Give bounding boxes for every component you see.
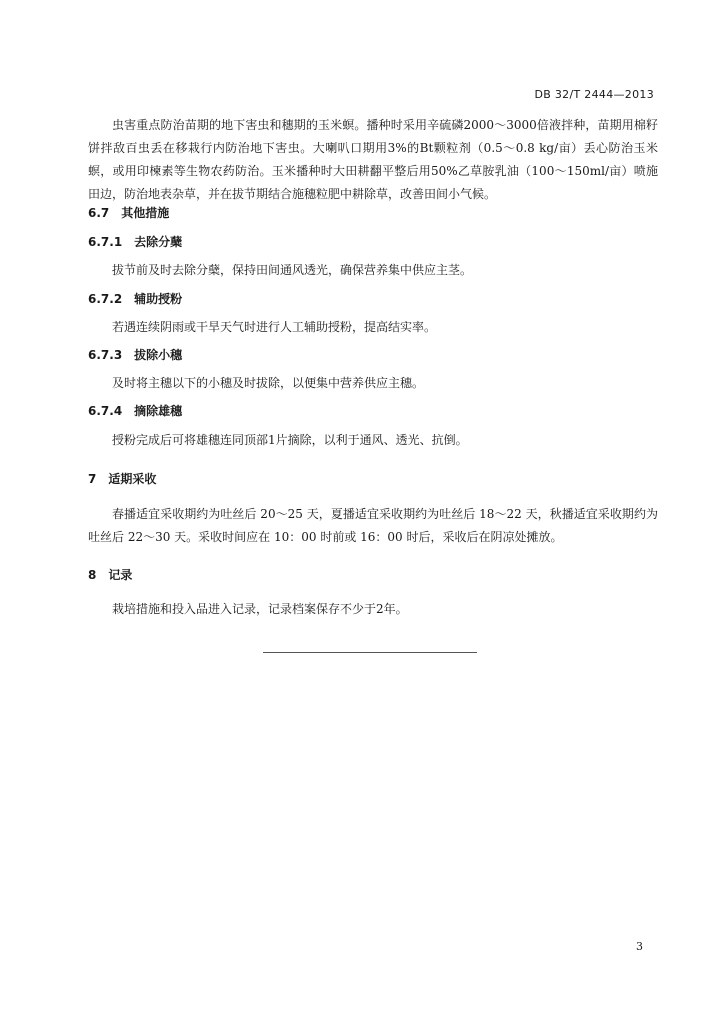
section-6-7-2-body: 若遇连续阴雨或干旱天气时进行人工辅助授粉，提高结实率。 — [112, 320, 437, 334]
section-number: 7 — [88, 472, 97, 486]
section-number: 6.7.2 — [88, 292, 123, 306]
section-6-7-4-body: 授粉完成后可将雄穗连同顶部1片摘除，以利于通风、透光、抗倒。 — [112, 433, 468, 447]
section-number: 6.7.1 — [88, 235, 123, 249]
pest-control-paragraph: 虫害重点防治苗期的地下害虫和穗期的玉米螟。播种时采用辛硫磷2000～3000倍液拌种，苗期用棉籽饼拌敌百虫丢在移栽行内防治地下害虫。大喇叭口期用3%的Bt颗粒剂（0.5～0.8 kg/亩）丢心防治玉米螟，或用印楝素等生物农药防治。玉米播种时大田耕翻平整后用50%乙草胺乳油（100～150ml/亩）喷施田边，防治地表杂草，并在拔节期结合施穗粒肥中耕除草，改善田间小气候。 — [88, 118, 658, 201]
document-id-header: DB 32/T 2444—2013 — [534, 88, 654, 101]
section-6-7-heading — [88, 204, 169, 222]
end-of-text-rule — [263, 652, 477, 653]
section-title: 去除分蘖 — [134, 235, 183, 249]
section-6-7-4-heading — [88, 402, 182, 420]
section-number: 8 — [88, 568, 97, 582]
section-8-heading — [88, 566, 132, 584]
section-number: 6.7.4 — [88, 404, 123, 418]
section-title: 适期采收 — [108, 472, 157, 486]
section-8-body: 栽培措施和投入品进入记录，记录档案保存不少于2年。 — [112, 602, 408, 616]
section-number: 6.7 — [88, 206, 110, 220]
section-6-7-1-body: 拔节前及时去除分蘖，保持田间通风透光，确保营养集中供应主茎。 — [112, 263, 473, 277]
section-title: 记录 — [108, 568, 133, 582]
section-title: 其他措施 — [121, 206, 170, 220]
section-6-7-1-heading — [88, 233, 182, 251]
section-title: 拔除小穗 — [134, 348, 183, 362]
page-number: 3 — [636, 940, 643, 953]
section-title: 摘除雄穗 — [134, 404, 183, 418]
section-6-7-2-heading — [88, 290, 182, 308]
section-7-body: 春播适宜采收期约为吐丝后 20～25 天，夏播适宜采收期约为吐丝后 18～22 天，秋播适宜采收期约为吐丝后 22～30 天。采收时间应在 10：00 时前或 16：00 时后，采收后在阴凉处摊放。 — [88, 507, 658, 544]
section-6-7-3-body: 及时将主穗以下的小穗及时拔除，以便集中营养供应主穗。 — [112, 376, 425, 390]
section-7-heading — [88, 470, 156, 488]
section-title: 辅助授粉 — [134, 292, 183, 306]
section-number: 6.7.3 — [88, 348, 123, 362]
section-6-7-3-heading — [88, 346, 182, 364]
